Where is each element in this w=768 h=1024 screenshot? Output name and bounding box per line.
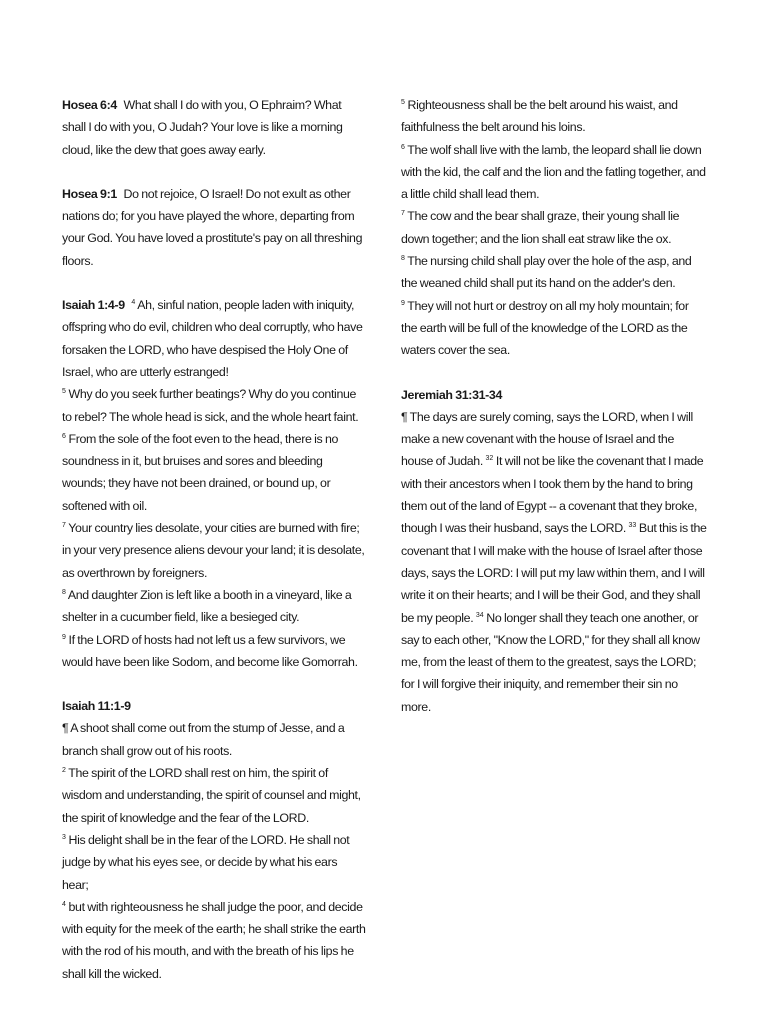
passage-reference: Isaiah 1:4-9 (62, 298, 125, 313)
verse (401, 406, 707, 718)
verse-text: Do not rejoice, O Israel! Do not exult as other nations do; for you have played the whore, departing from your God. You have loved a prostitute's pay on all threshing floors. (62, 186, 363, 268)
passage-jeremiah-31-31-34 (401, 384, 707, 718)
verse-number: 32 (485, 455, 494, 463)
verse (62, 829, 366, 896)
verse (401, 250, 707, 295)
verse-number: 7 (62, 522, 66, 530)
left-column (62, 94, 366, 1007)
verse-text: The cow and the bear shall graze, their young shall lie down together; and the lion shall eat straw like the ox. (401, 209, 680, 246)
verse (62, 517, 366, 584)
verse-number: 9 (401, 299, 405, 307)
verse-text: Why do you seek further beatings? Why do you continue to rebel? The whole head is sick, and the whole heart faint. (62, 387, 359, 424)
verse-number: 5 (401, 99, 405, 106)
verse-text: The wolf shall live with the lamb, the leopard shall lie down with the kid, the calf and the lion and the fatling together, and a little child shall lead them. (401, 142, 706, 202)
verse-number: 5 (62, 388, 66, 396)
verse-text: But this is the covenant that I will make with the house of Israel after those days, says the LORD: I will put my law within them, and I will write it on their hearts; and I will be their God, and they shall be my people. (401, 521, 707, 625)
verse (62, 584, 366, 629)
passage-isaiah-11-1-9 (62, 695, 366, 985)
verse (62, 629, 366, 674)
verse-number: 8 (62, 588, 66, 596)
verse-text: No longer shall they teach one another, or say to each other, "Know the LORD," for they shall all know me, from the least of them to the greatest, says the LORD; for I will forgive their iniquity, and remember their sin no more. (401, 610, 700, 714)
verse-number: 9 (62, 633, 66, 641)
verse (62, 428, 366, 517)
passage-reference: Hosea 6:4 (62, 98, 117, 112)
verse-text: The spirit of the LORD shall rest on him, the spirit of wisdom and understanding, the spirit of counsel and might, the spirit of knowledge and the fear of the LORD. (62, 766, 361, 825)
verse-text: They will not hurt or destroy on all my holy mountain; for the earth will be full of the knowledge of the LORD as the waters cover the sea. (401, 298, 689, 358)
verse-text: And daughter Zion is left like a booth in a vineyard, like a shelter in a cucumber field, like a besieged city. (62, 587, 352, 625)
passage-text (62, 183, 366, 272)
verse-number: 4 (131, 299, 136, 307)
verse-text: Righteousness shall be the belt around his waist, and faithfulness the belt around his loins. (401, 98, 678, 135)
verse: ¶ A shoot shall come out from the stump of Jesse, and a branch shall grow out of his roots. (62, 721, 345, 758)
verse-number: 2 (62, 767, 66, 775)
passage-isaiah-1-4-9 (62, 294, 366, 673)
verse (62, 762, 366, 829)
passage-isaiah-11-continued (401, 94, 707, 362)
verse-text: ¶ The days are surely coming, says the LORD, when I will make a new covenant with the house of Israel and the house of Judah. (401, 409, 693, 469)
verse-number: 3 (62, 833, 66, 841)
passage-text (62, 94, 366, 161)
passage-hosea-6-4 (62, 94, 366, 161)
verse-text: The nursing child shall play over the hole of the asp, and the weaned child shall put its hand on the adder's den. (401, 254, 692, 291)
passage-reference: Jeremiah 31:31-34 (401, 387, 503, 402)
verse-number: 6 (401, 143, 405, 151)
verse (401, 139, 707, 206)
passage-reference: Hosea 9:1 (62, 186, 117, 201)
verse (401, 205, 707, 250)
verse (401, 94, 707, 139)
verse-number: 6 (62, 432, 66, 440)
verse-text: but with righteousness he shall judge the poor, and decide with equity for the meek of the earth; he shall strike the earth with the rod of his mouth, and with the breath of his lips he shall kill the wicked. (62, 899, 366, 981)
verse-number: 33 (628, 522, 637, 530)
verse-text: If the LORD of hosts had not left us a few survivors, we would have been like Sodom, and become like Gomorrah. (62, 632, 358, 669)
verse-text: It will not be like the covenant that I made with their ancestors when I took them by the hand to bring them out of the land of Egypt -- a covenant that they broke, though I was their husband, says the LORD. (401, 454, 704, 536)
verse-text: His delight shall be in the fear of the LORD. He shall not judge by what his eyes see, or decide by what his ears hear; (62, 832, 350, 892)
verse (62, 383, 366, 428)
passage-reference: Isaiah 11:1-9 (62, 699, 131, 714)
verse (62, 294, 366, 383)
verse-text: Ah, sinful nation, people laden with iniquity, offspring who do evil, children who deal corruptly, who have forsaken the LORD, who have despised the Holy One of Israel, who are utterly estranged! (62, 298, 363, 379)
verse-text: From the sole of the foot even to the head, there is no soundness in it, but bruises and sores and bleeding wounds; they have not been drained, or bound up, or softened with oil. (62, 431, 339, 513)
verse-number: 4 (62, 900, 66, 908)
verse-text: Your country lies desolate, your cities are burned with fire; in your very presence aliens devour your land; it is desolate, as overthrown by foreigners. (62, 521, 365, 580)
verse (62, 896, 366, 985)
verse-number: 8 (401, 255, 405, 263)
right-column (401, 94, 707, 740)
verse-number: 7 (401, 210, 405, 218)
verse-number: 34 (475, 611, 484, 619)
verse (401, 295, 707, 362)
verse-text: What shall I do with you, O Ephraim? What shall I do with you, O Judah? Your love is like a morning cloud, like the dew that goes away early. (62, 98, 343, 157)
passage-hosea-9-1 (62, 183, 366, 272)
